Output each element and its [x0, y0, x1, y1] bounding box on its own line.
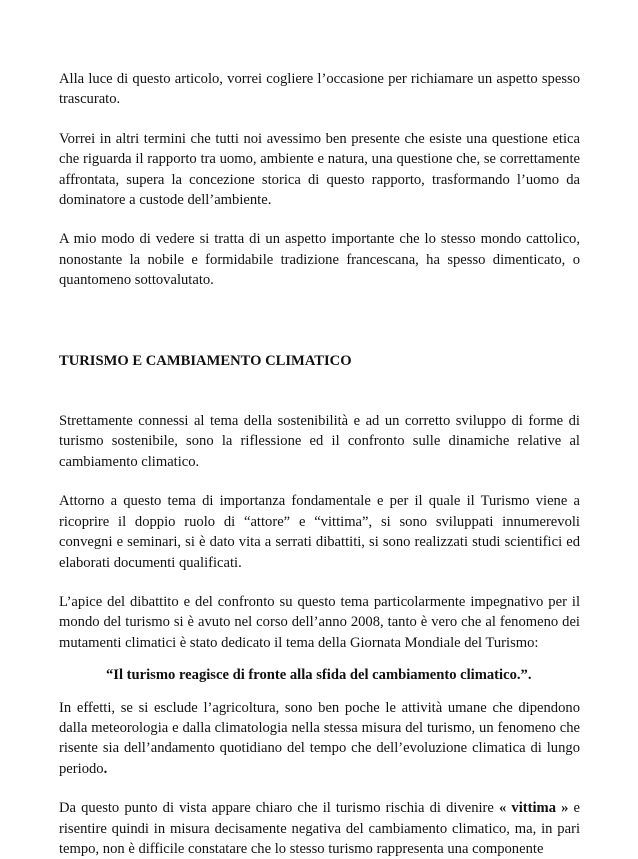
paragraph-intro-2: Vorrei in altri termini che tutti noi avessimo ben presente che esiste una questione etica che riguarda il rapporto tra uomo, ambiente e natura, una questione che, se correttamente affrontata, supera la concezione storica di questo rapporto, trasformando l’uomo da dominatore a custode dell’ambiente.	[59, 130, 580, 209]
paragraph-section-3: L’apice del dibattito e del confronto su questo tema particolarmente impegnativo per il mondo del turismo si è avuto nel corso dell’anno 2008, tanto è vero che al fenomeno dei mutamenti climatici è stato dedicato il tema della Giornata Mondiale del Turismo:	[59, 593, 580, 651]
paragraph-intro-1: Alla luce di questo articolo, vorrei cogliere l’occasione per richiamare un aspetto spesso trascurato.	[59, 71, 580, 108]
paragraph-section-1: Strettamente connessi al tema della sostenibilità e ad un corretto sviluppo di forme di turismo sostenibile, sono la riflessione ed il confronto sulle dinamiche relative al cambiamento climatico.	[59, 413, 580, 470]
paragraph-last-end: e risentire quindi in misura decisamente negativa del cambiamento climatico, ma, in pari tempo, non è difficile constatare che lo stesso turismo rappresenta una componente	[59, 800, 580, 857]
paragraph-last-start: Da questo punto di vista appare chiaro che il turismo rischia di divenire	[59, 800, 500, 817]
paragraph-last-bold: « vittima »	[499, 800, 569, 817]
quote-text: “Il turismo reagisce di fronte alla sfida del cambiamento climatico.”.	[106, 667, 532, 684]
paragraph-section-2: Attorno a questo tema di importanza fondamentale e per il quale il Turismo viene a ricoprire il doppio ruolo di “attore” e “vittima”, si sono sviluppati innumerevoli convegni e seminari, si è dato vita a serrati dibattiti, si sono realizzati studi scientifici ed elaborati documenti qualificati.	[59, 493, 580, 571]
paragraph-last	[59, 798, 580, 859]
paragraph-agriculture-period: .	[103, 760, 108, 777]
paragraph-agriculture	[59, 698, 580, 780]
paragraph-agriculture-text: In effetti, se si esclude l’agricoltura, sono ben poche le attività umane che dipendono dalla meteorologia e dalla climatologia nella stessa misura del turismo, un fenomeno che risente sia dell’andamento quotidiano del tempo che dell’evoluzione climatica di lungo periodo	[59, 699, 580, 777]
paragraph-intro-3: A mio modo di vedere si tratta di un aspetto importante che lo stesso mondo cattolico, nonostante la nobile e formidabile tradizione francescana, ha spesso dimenticato, o quantomeno sottovalutato.	[59, 231, 580, 289]
section-heading: TURISMO E CAMBIAMENTO CLIMATICO	[59, 352, 352, 369]
